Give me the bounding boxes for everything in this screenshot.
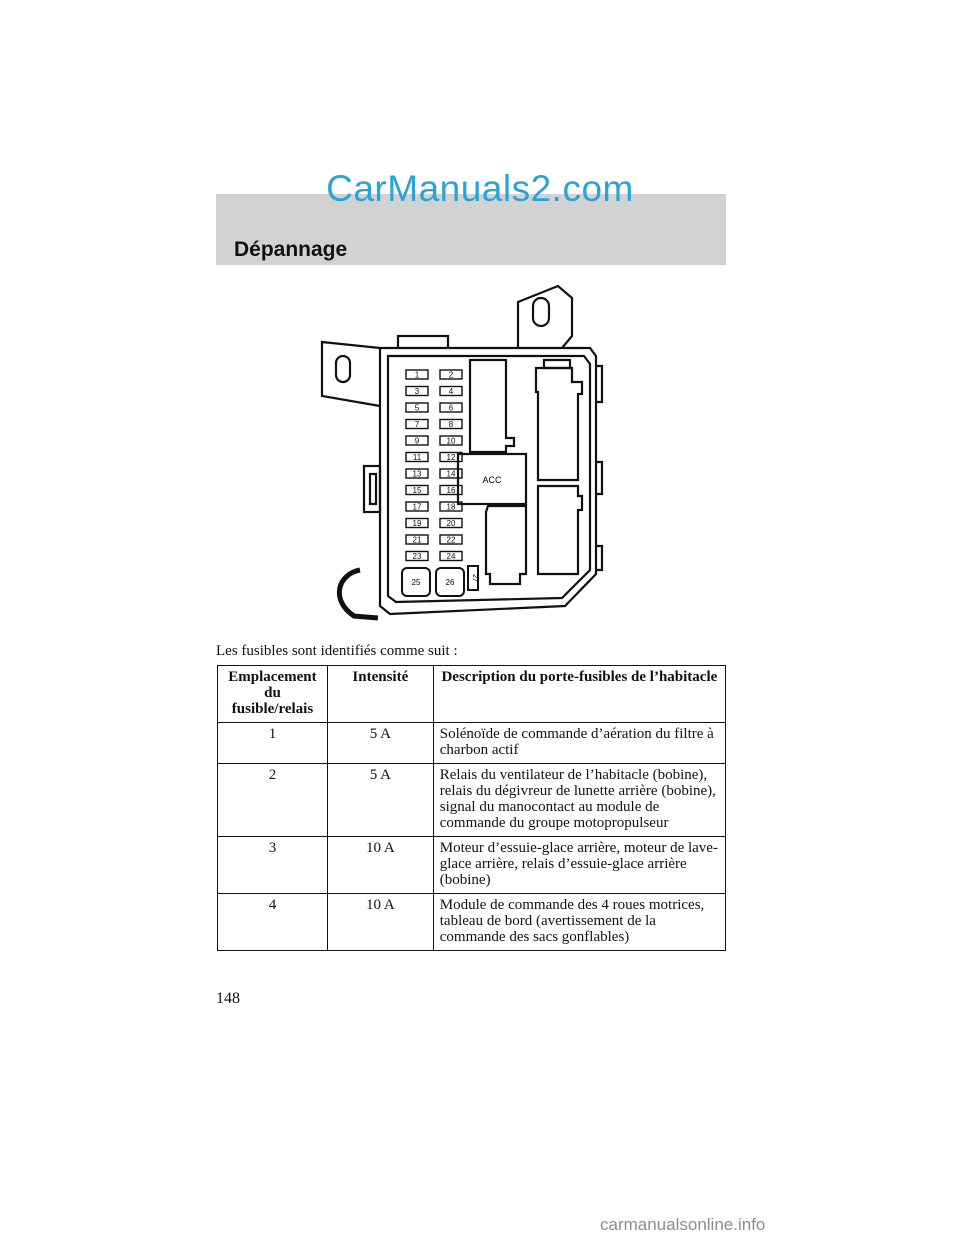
table-row xyxy=(218,837,726,894)
fuse-panel-svg xyxy=(300,284,610,624)
fuse-location: 1 xyxy=(218,723,328,764)
fuse-number-label: 1 xyxy=(414,370,420,380)
watermark-bottom: carmanualsonline.info xyxy=(600,1215,766,1234)
fuse-number-label: 24 xyxy=(446,552,456,561)
fuse-number-label: 13 xyxy=(412,469,422,479)
fuse-table xyxy=(217,665,726,951)
fuse-description: Solénoïde de commande d’aération du filtre à charbon actif xyxy=(433,723,725,764)
fuse-number-label: 2 xyxy=(448,370,454,380)
header-description: Description du porte-fusibles de l’habitacle xyxy=(433,666,725,723)
fuse-number-label: 16 xyxy=(446,486,456,495)
fuse-description: Relais du ventilateur de l’habitacle (bobine), relais du dégivreur de lunette arrière (bobine), signal du manocontact au module de commande du groupe motopropulseur xyxy=(433,764,725,837)
fuse-panel-diagram xyxy=(300,284,610,624)
fuse-number-label: 9 xyxy=(414,436,420,446)
fuse-number-label: 5 xyxy=(414,403,420,413)
fuse-amps: 10 A xyxy=(327,837,433,894)
fuse-27-label: 27 xyxy=(471,574,478,582)
fuse-number-label: 23 xyxy=(412,552,422,561)
fuse-26-label: 26 xyxy=(445,578,455,587)
fuse-number-label: 12 xyxy=(446,453,456,462)
intro-text: Les fusibles sont identifiés comme suit : xyxy=(216,643,458,659)
fuse-number-label: 15 xyxy=(412,486,422,495)
relay-acc-label: ACC xyxy=(482,475,502,485)
fuse-amps: 10 A xyxy=(327,894,433,951)
fuse-number-label: 17 xyxy=(412,502,422,512)
table-header-row xyxy=(218,666,726,723)
header-amps: Intensité xyxy=(327,666,433,723)
fuse-number-label: 11 xyxy=(412,453,422,462)
fuse-number-label: 8 xyxy=(448,420,454,429)
fuse-description: Moteur d’essuie-glace arrière, moteur de lave-glace arrière, relais d’essuie-glace arrière (bobine) xyxy=(433,837,725,894)
fuse-amps: 5 A xyxy=(327,764,433,837)
fuse-location: 2 xyxy=(218,764,328,837)
fuse-location: 4 xyxy=(218,894,328,951)
fuse-number-label: 3 xyxy=(414,387,420,396)
fuse-description: Module de commande des 4 roues motrices, tableau de bord (avertissement de la commande des sacs gonflables) xyxy=(433,894,725,951)
table-row xyxy=(218,723,726,764)
table-row xyxy=(218,764,726,837)
section-title: Dépannage xyxy=(234,238,348,261)
fuse-amps: 5 A xyxy=(327,723,433,764)
fuse-number-label: 18 xyxy=(446,502,456,512)
fuse-number-label: 22 xyxy=(446,535,456,545)
fuse-number-label: 20 xyxy=(446,519,456,528)
fuse-number-label: 14 xyxy=(446,469,456,479)
watermark-top: CarManuals2.com xyxy=(326,168,634,209)
fuse-number-label: 6 xyxy=(448,403,454,413)
fuse-number-label: 7 xyxy=(414,420,420,429)
fuse-25-label: 25 xyxy=(411,578,421,587)
page-number: 148 xyxy=(216,990,240,1007)
fuse-number-label: 4 xyxy=(448,387,454,396)
fuse-number-label: 19 xyxy=(412,519,422,528)
header-location: Emplacement du fusible/relais xyxy=(218,666,328,723)
fuse-location: 3 xyxy=(218,837,328,894)
fuse-number-label: 10 xyxy=(446,436,456,446)
table-row xyxy=(218,894,726,951)
fuse-number-label: 21 xyxy=(412,535,422,545)
